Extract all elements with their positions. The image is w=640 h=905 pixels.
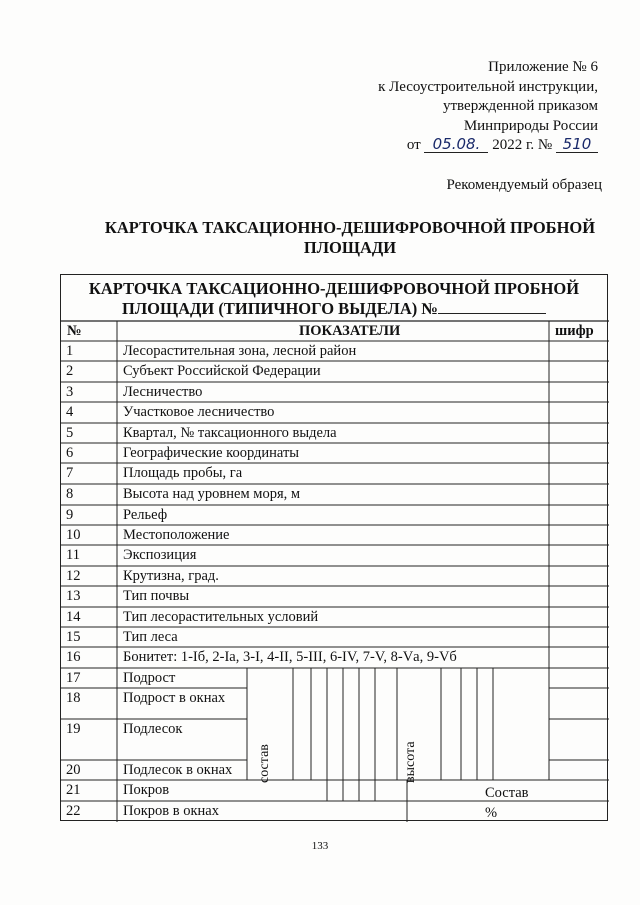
row-17-number: 17 (66, 670, 81, 686)
appendix-line1: Приложение № 6 (488, 59, 598, 75)
row-22-label: Покров в окнах (123, 803, 219, 819)
row-9-label: Рельеф (123, 507, 168, 523)
row-2-number: 2 (66, 363, 74, 379)
row-20-number: 20 (66, 762, 81, 778)
appendix-line2: к Лесоустроительной инструкции, (378, 78, 598, 95)
row-10-label: Местоположение (123, 527, 230, 543)
row-11-label: Экспозиция (123, 547, 197, 563)
row-3-number: 3 (66, 384, 74, 400)
row-12-number: 12 (66, 568, 81, 584)
row-2-label: Субъект Российской Федерации (123, 363, 321, 379)
row-3-label: Лесничество (123, 384, 203, 400)
row-14-label: Тип лесорастительных условий (123, 609, 319, 625)
header-indicators: ПОКАЗАТЕЛИ (299, 323, 401, 339)
row-7-number: 7 (66, 465, 74, 481)
vertical-label-composition: состав (257, 744, 272, 783)
document-title-line1: КАРТОЧКА ТАКСАЦИОННО-ДЕШИФРОВОЧНОЙ ПРОБНОЙ (104, 218, 596, 237)
header-code: шифр (555, 323, 594, 339)
appendix-block (338, 58, 598, 156)
row-6-number: 6 (66, 445, 74, 461)
appendix-line4: Минприроды России (463, 117, 598, 134)
row21-composition: Состав (485, 785, 529, 801)
row-13-number: 13 (66, 588, 81, 604)
row-16-number: 16 (66, 649, 81, 665)
appendix-line3: утвержденной приказом (442, 98, 598, 114)
row-16-label: Бонитет: 1-Iб, 2-Iа, 3-I, 4-II, 5-III, 6-IV, 7-V, 8-Vа, 9-Vб (123, 649, 457, 665)
row-22-number: 22 (66, 803, 81, 819)
row-8-label: Высота над уровнем моря, м (123, 486, 301, 502)
header-number: № (67, 323, 82, 339)
row-15-number: 15 (66, 629, 81, 645)
row-19-number: 19 (66, 721, 81, 737)
row-20-label: Подлесок в окнах (123, 762, 233, 778)
card-table (60, 274, 608, 821)
vertical-label-height: высота (403, 741, 418, 783)
row-11-number: 11 (66, 547, 80, 563)
card-title-line1: КАРТОЧКА ТАКСАЦИОННО-ДЕШИФРОВОЧНОЙ ПРОБНОЙ (88, 279, 580, 298)
row-4-label: Участковое лесничество (123, 404, 275, 420)
recommended-sample: Рекомендуемый образец (446, 177, 602, 193)
row-5-label: Квартал, № таксационного выдела (123, 425, 337, 441)
row-14-number: 14 (66, 609, 81, 625)
row-7-label: Площадь пробы, га (123, 465, 243, 481)
row-21-number: 21 (66, 782, 81, 798)
row-12-label: Крутизна, град. (123, 568, 219, 584)
date-prefix: от (406, 137, 421, 153)
row-10-number: 10 (66, 527, 81, 543)
date-suffix: 2022 г. № (492, 137, 553, 153)
row-1-label: Лесорастительная зона, лесной район (123, 343, 357, 359)
card-title-line2-text: ПЛОЩАДИ (ТИПИЧНОГО ВЫДЕЛА) № (122, 299, 438, 318)
row-9-number: 9 (66, 507, 74, 523)
row-13-label: Тип почвы (123, 588, 190, 604)
row-17-label: Подрост (123, 670, 176, 686)
row-8-number: 8 (66, 486, 74, 502)
row-18-label: Подрост в окнах (123, 690, 226, 706)
row-19-label: Подлесок (123, 721, 183, 737)
row-1-number: 1 (66, 343, 74, 359)
row-15-label: Тип леса (123, 629, 178, 645)
row-21-label: Покров (123, 782, 170, 798)
row-5-number: 5 (66, 425, 74, 441)
row-4-number: 4 (66, 404, 74, 420)
date-value: 05.08. (424, 136, 488, 153)
order-number: 510 (556, 136, 598, 153)
document-title-line2: ПЛОЩАДИ (303, 238, 397, 257)
appendix-date-line (338, 136, 598, 156)
page-number: 133 (311, 840, 329, 852)
row-18-number: 18 (66, 690, 81, 706)
document-title (90, 218, 610, 258)
row22-percent: % (485, 805, 498, 821)
row-6-label: Географические координаты (123, 445, 300, 461)
